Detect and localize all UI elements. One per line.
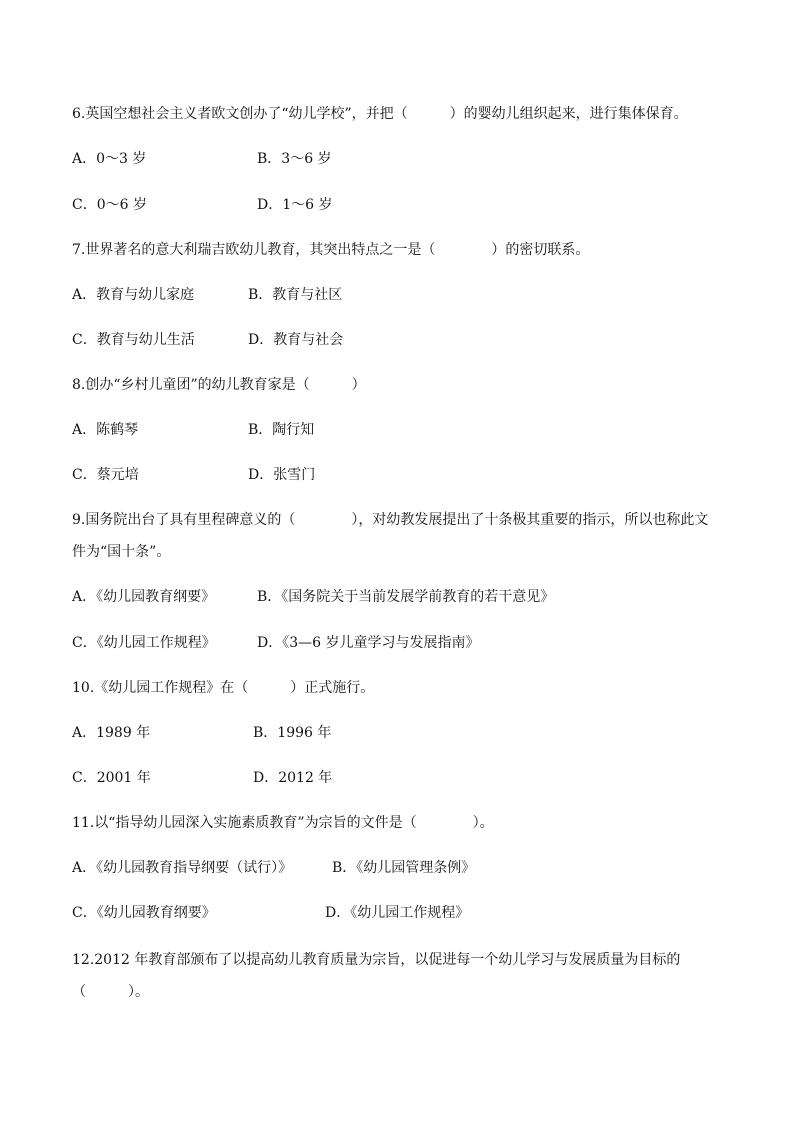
question-8-stem: 8.创办“乡村儿童团”的幼儿教育家是（ ） [72, 377, 366, 393]
question-11-stem: 11.以“指导幼儿园深入实施素质教育”为宗旨的文件是（ ）。 [72, 815, 494, 831]
question-10-option-d: D．2012 年 [253, 770, 333, 786]
question-8-option-a: A．陈鹤琴 [72, 422, 139, 438]
question-9-option-a: A．《幼儿园教育纲要》 [72, 589, 216, 605]
question-9-option-b: B．《国务院关于当前发展学前教育的若干意见》 [257, 589, 555, 605]
question-7-option-d: D．教育与社会 [248, 332, 344, 348]
question-6-option-d: D．1～6 岁 [257, 197, 333, 213]
question-12-stem-line2: （ ）。 [72, 984, 149, 1000]
question-7-option-b: B．教育与社区 [248, 287, 343, 303]
question-9-option-d: D．《3—6 岁儿童学习与发展指南》 [257, 635, 480, 651]
question-8-option-c: C．蔡元培 [72, 467, 139, 483]
question-11-option-a: A．《幼儿园教育指导纲要（试行）》 [72, 860, 293, 876]
question-11-option-c: C．《幼儿园教育纲要》 [72, 905, 216, 921]
question-7-stem: 7.世界著名的意大利瑞吉欧幼儿教育，其突出特点之一是（ ）的密切联系。 [72, 242, 590, 258]
question-12-stem-line1: 12.2012 年教育部颁布了以提高幼儿教育质量为宗旨，以促进每一个幼儿学习与发展质量为目标的 [72, 952, 681, 968]
question-9-stem-line1: 9.国务院出台了具有里程碑意义的（ ），对幼教发展提出了十条极其重要的指示，所以也称此文 [72, 512, 709, 528]
question-10-option-b: B．1996 年 [253, 725, 332, 741]
question-6-stem: 6.英国空想社会主义者欧文创办了“幼儿学校”，并把（ ）的婴幼儿组织起来，进行集体保育。 [72, 106, 688, 122]
question-11-option-d: D．《幼儿园工作规程》 [325, 905, 470, 921]
question-7-option-a: A．教育与幼儿家庭 [72, 287, 195, 303]
question-9-option-c: C．《幼儿园工作规程》 [72, 635, 216, 651]
question-8-option-b: B．陶行知 [248, 422, 315, 438]
question-11-option-b: B．《幼儿园管理条例》 [332, 860, 476, 876]
question-10-stem: 10.《幼儿园工作规程》在（ ）正式施行。 [72, 680, 375, 696]
question-6-option-b: B．3～6 岁 [257, 151, 332, 167]
question-6-option-c: C．0～6 岁 [72, 197, 147, 213]
question-10-option-c: C．2001 年 [72, 770, 151, 786]
question-8-option-d: D．张雪门 [248, 467, 316, 483]
question-10-option-a: A．1989 年 [72, 725, 151, 741]
question-7-option-c: C．教育与幼儿生活 [72, 332, 195, 348]
question-9-stem-line2: 件为“国十条”。 [72, 544, 171, 560]
question-6-option-a: A．0～3 岁 [72, 151, 147, 167]
